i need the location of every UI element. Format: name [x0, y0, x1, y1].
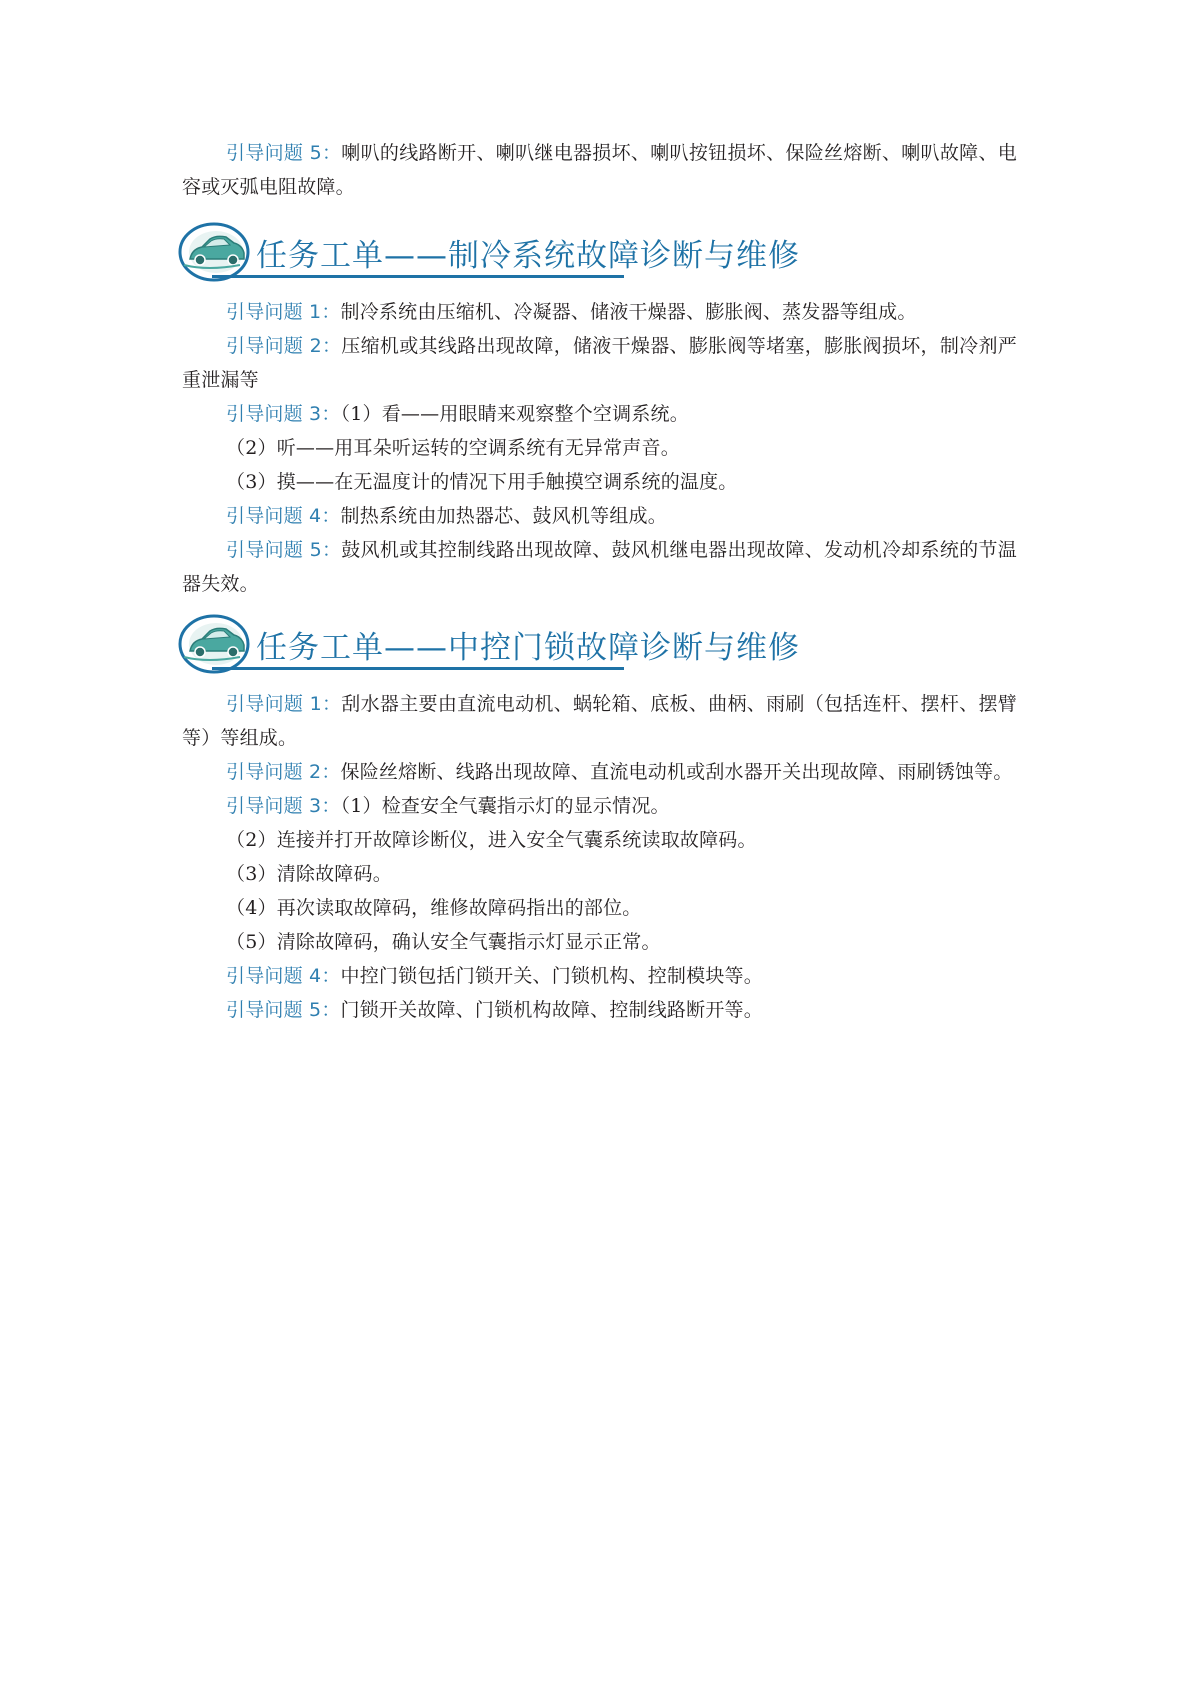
answer-text: （1）检查安全气囊指示灯的显示情况。 [340, 795, 670, 817]
question-label: 引导问题 4： [226, 505, 341, 527]
answer-text: （1）看——用眼睛来观察整个空调系统。 [340, 403, 689, 425]
sub-step-paragraph [182, 431, 1017, 465]
section-heading [182, 607, 1017, 681]
section-title: 任务工单——中控门锁故障诊断与维修 [256, 629, 800, 666]
car-emblem-icon [178, 613, 254, 675]
heading-underline [212, 275, 624, 278]
section-body [182, 687, 1017, 1027]
guide-question-paragraph [182, 993, 1017, 1027]
guide-question-paragraph [182, 687, 1017, 755]
guide-question-paragraph [182, 533, 1017, 601]
sub-step-paragraph [182, 823, 1017, 857]
question-label: 引导问题 3： [226, 795, 341, 817]
guide-question-paragraph [182, 499, 1017, 533]
section-title: 任务工单——制冷系统故障诊断与维修 [256, 237, 800, 274]
sub-step-paragraph [182, 465, 1017, 499]
answer-text: 保险丝熔断、线路出现故障、直流电动机或刮水器开关出现故障、雨刷锈蚀等。 [340, 761, 1013, 783]
answer-text: 鼓风机或其控制线路出现故障、鼓风机继电器出现故障、发动机冷却系统的节温器失效。 [182, 539, 1017, 595]
question-label: 引导问题 5： [226, 999, 341, 1021]
answer-text: （4）再次读取故障码，维修故障码指出的部位。 [226, 897, 642, 919]
answer-text: （5）清除故障码，确认安全气囊指示灯显示正常。 [226, 931, 661, 953]
answer-text: 门锁开关故障、门锁机构故障、控制线路断开等。 [340, 999, 763, 1021]
section-body [182, 295, 1017, 601]
answer-text: （3）摸——在无温度计的情况下用手触摸空调系统的温度。 [226, 471, 738, 493]
question-label: 引导问题 4： [226, 965, 341, 987]
section-heading [182, 215, 1017, 289]
answer-text: （2）听——用耳朵听运转的空调系统有无异常声音。 [226, 437, 680, 459]
sub-step-paragraph [182, 857, 1017, 891]
answer-text: 喇叭的线路断开、喇叭继电器损坏、喇叭按钮损坏、保险丝熔断、喇叭故障、电容或灭弧电阻故障。 [182, 142, 1017, 198]
answer-text: 刮水器主要由直流电动机、蜗轮箱、底板、曲柄、雨刷（包括连杆、摆杆、摆臂等）等组成。 [182, 693, 1017, 749]
question-label: 引导问题 2： [226, 761, 341, 783]
guide-question-paragraph [182, 295, 1017, 329]
section-central-lock [182, 607, 1017, 1027]
sub-step-paragraph [182, 925, 1017, 959]
guide-question-paragraph [182, 329, 1017, 397]
guide-question-paragraph [182, 789, 1017, 823]
answer-text: 中控门锁包括门锁开关、门锁机构、控制模块等。 [340, 965, 763, 987]
sub-step-paragraph [182, 891, 1017, 925]
guide-question-paragraph [182, 397, 1017, 431]
question-label: 引导问题 1： [226, 301, 341, 323]
question-label: 引导问题 1： [226, 693, 342, 715]
answer-text: 压缩机或其线路出现故障，储液干燥器、膨胀阀等堵塞，膨胀阀损坏，制冷剂严重泄漏等 [182, 335, 1017, 391]
answer-text: （2）连接并打开故障诊断仪，进入安全气囊系统读取故障码。 [226, 829, 757, 851]
question-label: 引导问题 3： [226, 403, 341, 425]
section-refrigeration [182, 215, 1017, 601]
question-label: 引导问题 2： [226, 335, 342, 357]
answer-text: 制热系统由加热器芯、鼓风机等组成。 [340, 505, 667, 527]
intro-block [182, 0, 1017, 204]
heading-underline [212, 667, 624, 670]
guide-question-paragraph [182, 959, 1017, 993]
answer-text: 制冷系统由压缩机、冷凝器、储液干燥器、膨胀阀、蒸发器等组成。 [340, 301, 917, 323]
guide-question-paragraph [182, 755, 1017, 789]
guide-question-paragraph [182, 136, 1017, 204]
question-label: 引导问题 5： [226, 539, 342, 561]
car-emblem-icon [178, 221, 254, 283]
document-page [182, 0, 1017, 1027]
question-label: 引导问题 5： [226, 142, 342, 164]
answer-text: （3）清除故障码。 [226, 863, 392, 885]
